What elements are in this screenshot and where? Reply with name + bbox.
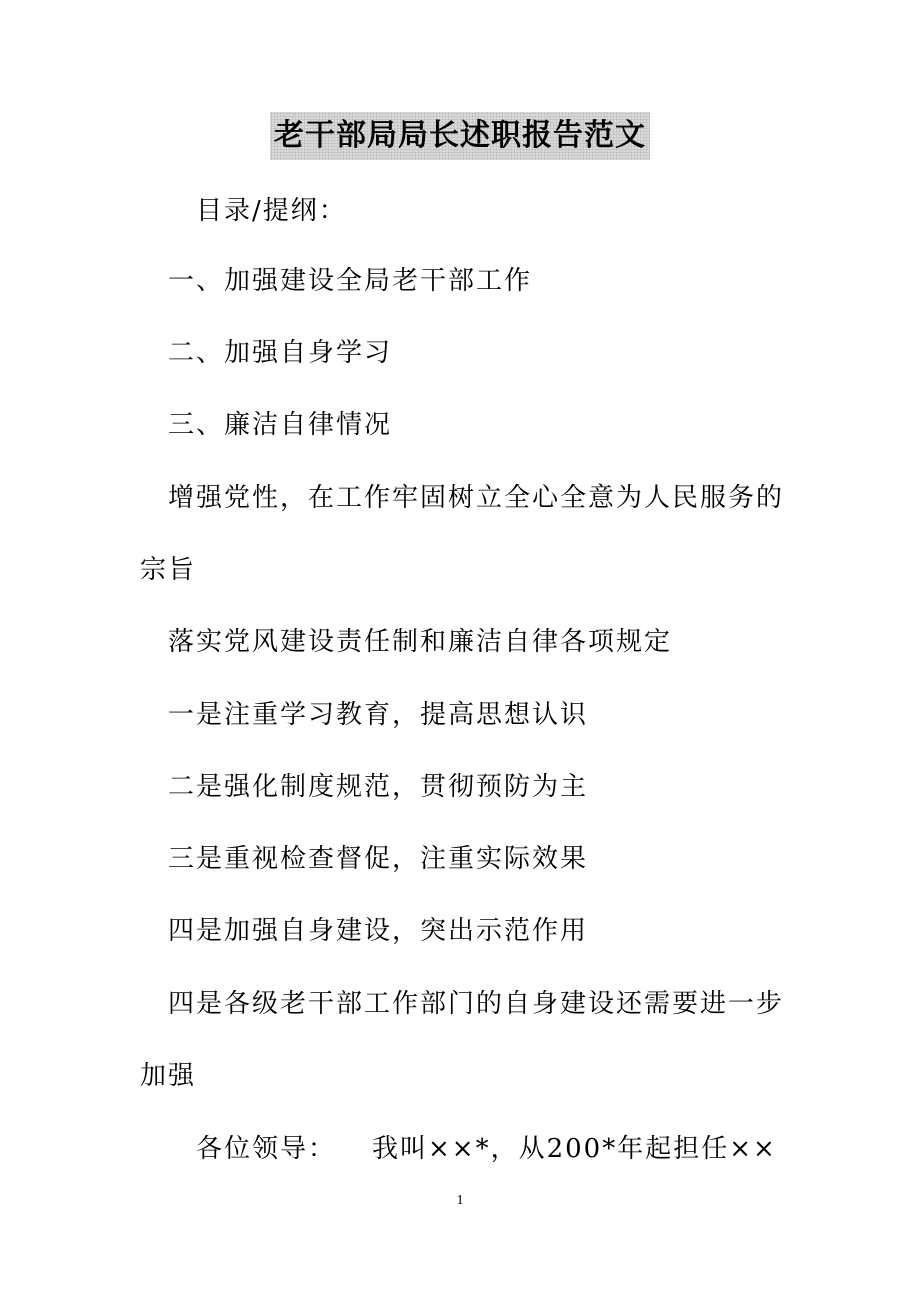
- page-number: 1: [456, 1193, 464, 1208]
- greeting-line: [196, 1131, 777, 1167]
- document-title: 老干部局局长述职报告范文: [0, 112, 920, 160]
- paragraph-line: 落实党风建设责任制和廉洁自律各项规定: [168, 627, 673, 657]
- toc-item: 一、加强建设全局老干部工作: [168, 266, 533, 296]
- paragraph-line: 三是重视检查督促，注重实际效果: [168, 844, 589, 874]
- toc-label: 目录/提纲：: [196, 196, 347, 226]
- intro-text: 我叫××*，从200*年起担任××: [372, 1134, 777, 1164]
- toc-item: 二、加强自身学习: [168, 338, 393, 368]
- greeting: 各位领导：: [196, 1134, 337, 1164]
- paragraph-line: 一是注重学习教育，提高思想认识: [168, 700, 589, 730]
- toc-item: 三、廉洁自律情况: [168, 410, 393, 440]
- paragraph-line: 四是各级老干部工作部门的自身建设还需要进一步: [168, 989, 785, 1019]
- paragraph-line: 宗旨: [140, 555, 197, 585]
- paragraph-line: 增强党性，在工作牢固树立全心全意为人民服务的: [168, 483, 785, 513]
- paragraph-line: 加强: [140, 1061, 197, 1091]
- paragraph-line: 二是强化制度规范，贯彻预防为主: [168, 772, 589, 802]
- paragraph-line: 四是加强自身建设，突出示范作用: [168, 916, 589, 946]
